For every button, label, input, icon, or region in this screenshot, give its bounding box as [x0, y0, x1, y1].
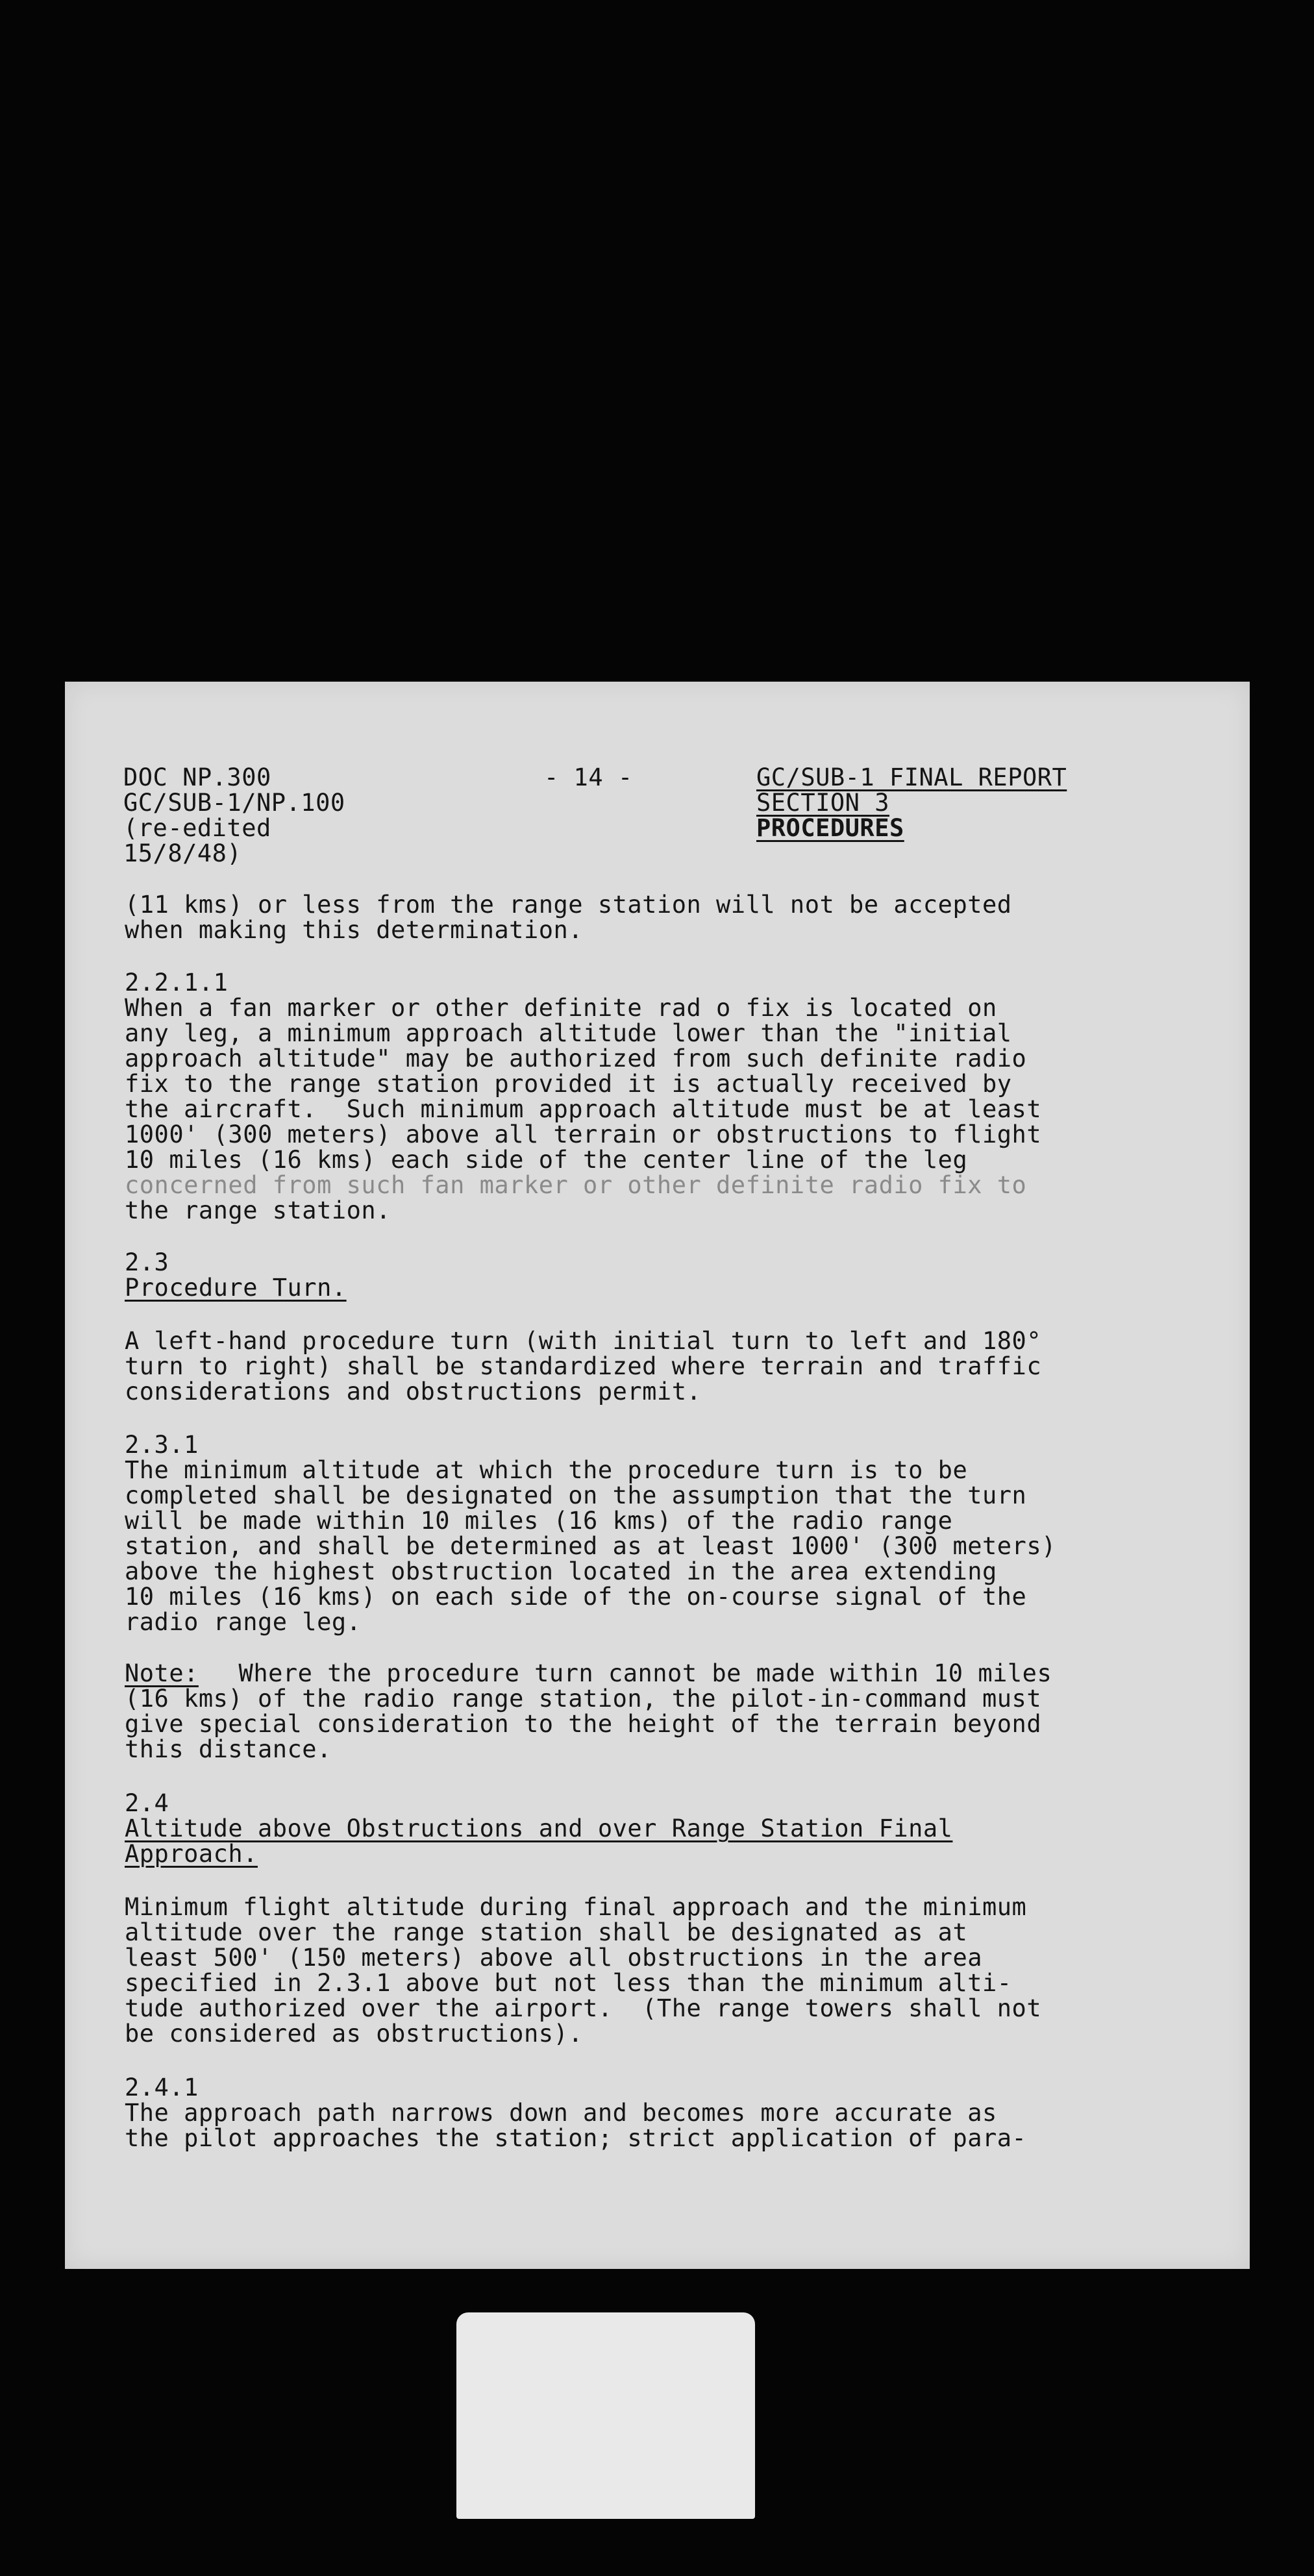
- paragraph-line: least 500' (150 meters) above all obstructions in the area: [125, 1944, 983, 1972]
- paragraph-line: approach altitude" may be authorized from such definite radio: [125, 1045, 1027, 1072]
- paragraph-line: 10 miles (16 kms) each side of the center line of the leg: [125, 1146, 968, 1174]
- paragraph-line: any leg, a minimum approach altitude lower than the "initial: [125, 1019, 1012, 1047]
- section-number-2-4-1: 2.4.1: [125, 2074, 199, 2101]
- paragraph-line: specified in 2.3.1 above but not less than the minimum alti-: [125, 1969, 1012, 1997]
- section-number-2-2-1-1: 2.2.1.1: [125, 969, 229, 997]
- paragraph-line: radio range leg.: [125, 1608, 362, 1636]
- blank-card: [456, 2312, 755, 2519]
- doc-ref-line-2: GC/SUB-1/NP.100: [123, 789, 345, 817]
- note-label: Note:: [125, 1659, 199, 1687]
- note-line: give special consideration to the height of the terrain beyond: [125, 1710, 1042, 1738]
- paragraph-line: be considered as obstructions).: [125, 2020, 584, 2048]
- note-line: this distance.: [125, 1735, 332, 1763]
- paragraph-line: turn to right) shall be standardized where terrain and traffic: [125, 1352, 1042, 1380]
- page-number: - 14 -: [544, 763, 633, 791]
- section-label: SECTION 3: [756, 789, 889, 817]
- paragraph-line: 1000' (300 meters) above all terrain or obstructions to flight: [125, 1121, 1042, 1148]
- section-heading-procedure-turn: Procedure Turn.: [125, 1274, 347, 1302]
- paragraph-line: completed shall be designated on the assumption that the turn: [125, 1481, 1027, 1509]
- note-line: (16 kms) of the radio range station, the pilot-in-command must: [125, 1685, 1042, 1713]
- paragraph-line: tude authorized over the airport. (The range towers shall not: [125, 1994, 1042, 2022]
- paragraph-line: A left-hand procedure turn (with initial turn to left and 180°: [125, 1327, 1042, 1355]
- paragraph-line: station, and shall be determined as at least 1000' (300 meters): [125, 1532, 1056, 1560]
- paragraph-line: the aircraft. Such minimum approach altitude must be at least: [125, 1095, 1042, 1123]
- paragraph-line: considerations and obstructions permit.: [125, 1378, 702, 1406]
- section-heading-altitude-line-2: Approach.: [125, 1840, 258, 1868]
- intro-line-1: (11 kms) or less from the range station will not be accepted: [125, 891, 1012, 919]
- paragraph-line: altitude over the range station shall be designated as at: [125, 1918, 968, 1946]
- note-line: Where the procedure turn cannot be made within 10 miles: [209, 1659, 1052, 1687]
- section-number-2-4: 2.4: [125, 1789, 169, 1817]
- report-title: GC/SUB-1 FINAL REPORT: [756, 763, 1067, 791]
- paragraph-line: The minimum altitude at which the procedure turn is to be: [125, 1456, 968, 1484]
- paragraph-line: above the highest obstruction located in the area extending: [125, 1557, 997, 1585]
- section-number-2-3-1: 2.3.1: [125, 1431, 199, 1459]
- section-title: PROCEDURES: [756, 814, 904, 842]
- paragraph-line: When a fan marker or other definite rad o fix is located on: [125, 994, 997, 1022]
- intro-line-2: when making this determination.: [125, 916, 584, 944]
- paragraph-line: fix to the range station provided it is actually received by: [125, 1070, 1012, 1098]
- doc-ref-line-3: (re-edited: [123, 814, 271, 842]
- paragraph-line: The approach path narrows down and becomes more accurate as: [125, 2099, 997, 2127]
- section-heading-altitude-line-1: Altitude above Obstructions and over Range Station Final: [125, 1814, 953, 1842]
- doc-ref-line-1: DOC NP.300: [123, 763, 271, 791]
- paragraph-line: will be made within 10 miles (16 kms) of the radio range: [125, 1507, 953, 1535]
- paragraph-line: the pilot approaches the station; strict application of para-: [125, 2124, 1027, 2152]
- paragraph-line: 10 miles (16 kms) on each side of the on-course signal of the: [125, 1583, 1027, 1611]
- section-number-2-3: 2.3: [125, 1248, 169, 1276]
- paragraph-line-faded: concerned from such fan marker or other definite radio fix to: [125, 1171, 1027, 1199]
- doc-ref-line-4: 15/8/48): [123, 839, 242, 867]
- paragraph-line: Minimum flight altitude during final approach and the minimum: [125, 1893, 1027, 1921]
- paragraph-line: the range station.: [125, 1196, 391, 1224]
